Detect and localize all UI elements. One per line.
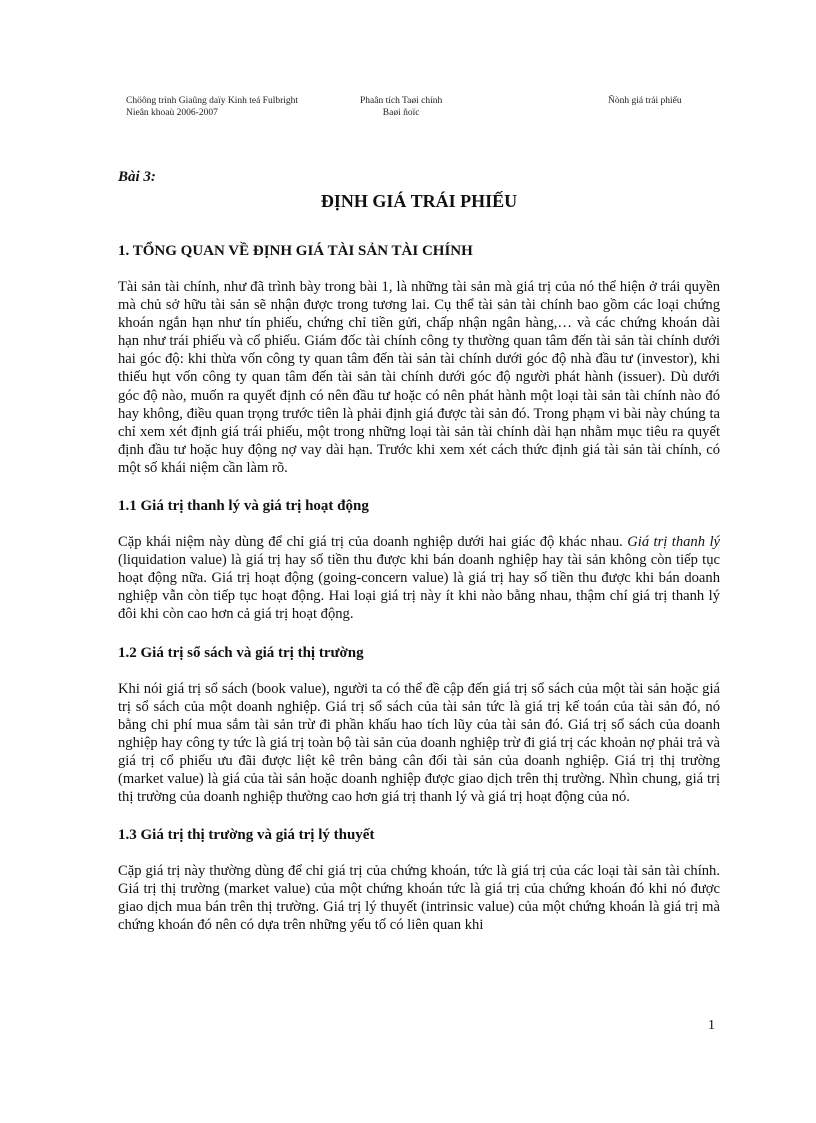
page-title: ĐỊNH GIÁ TRÁI PHIẾU: [320, 191, 518, 211]
section-1-2-heading: 1.2 Giá trị sổ sách và giá trị thị trường: [118, 644, 364, 661]
header-year: Nieân khoaù 2006-2007: [126, 108, 218, 118]
section-1-paragraph: Tài sản tài chính, như đã trình bày trong bài 1, là những tài sản mà giá trị của nó thể hiện ở trái quyền mà chủ sở hữu tài sản sẽ nhận được trong tương lai. Cụ thể tài sản tài chính bao gồm các loại chứng khoán ngắn hạn như tín phiếu, chứng chỉ tiền gửi, chấp nhận ngân hàng,… và các chứng khoán dài hạn như trái phiếu và cổ phiếu. Giám đốc tài chính công ty thường quan tâm đến tài sản tài chính dưới hai góc độ: khi thừa vốn công ty quan tâm đến tài sản tài chính dưới góc độ nhà đầu tư (investor), khi thiếu hụt vốn công ty quan tâm đến tài sản tài chính dưới góc độ người phát hành (issuer). Dù dưới góc độ nào, muốn ra quyết định có nên đầu tư hoặc có nên phát hành một loại tài sản tài chính nào đó hay không, điều quan trọng trước tiên là phải định giá được tài sản đó. Trong phạm vi bài này chúng ta chỉ xem xét định giá trái phiếu, một trong những loại tài sản tài chính dài hạn nhằm mục tiêu ra quyết định đầu tư hoặc huy động nợ vay dài hạn. Trước khi xem xét cách thức định giá tài sản tài chính, có một số khái niệm cần làm rõ.: [118, 279, 720, 476]
section-1-1-paragraph: [118, 533, 720, 623]
page-number: 1: [708, 1018, 715, 1033]
section-1-1-heading: 1.1 Giá trị thanh lý và giá trị hoạt động: [118, 498, 369, 515]
header-course-info: [126, 95, 298, 119]
document-body: [118, 168, 720, 935]
header-reading: Baøi ñoïc: [382, 108, 420, 118]
lesson-label: Bài 3:: [118, 169, 156, 185]
section-1-3-heading: 1.3 Giá trị thị trường và giá trị lý thuyết: [118, 827, 375, 844]
header-subject: Phaân tích Taøi chính: [360, 96, 443, 106]
header-subject-info: [360, 95, 442, 119]
header-program: Chöông trình Giaûng daïy Kinh teá Fulbright: [126, 96, 299, 106]
italic-term: Giá trị thanh lý: [627, 534, 720, 551]
section-1-3-paragraph: Cặp giá trị này thường dùng để chỉ giá trị của chứng khoán, tức là giá trị của các loại tài sản tài chính. Giá trị thị trường (market value) của một chứng khoán tức là giá trị của chứng khoán đó khi nó được giao dịch mua bán trên thị trường. Giá trị lý thuyết (intrinsic value) của một chứng khoán là giá trị mà chứng khoán đó nên có dựa trên những yếu tố có liên quan khi: [118, 863, 720, 934]
paragraph-text: Cặp khái niệm này dùng để chỉ giá trị của doanh nghiệp dưới hai giác độ khác nhau.: [118, 534, 628, 551]
section-1-heading: 1. TỔNG QUAN VỀ ĐỊNH GIÁ TÀI SẢN TÀI CHÍNH: [118, 243, 473, 259]
header-topic: Ñònh giá trái phiếu: [608, 96, 682, 106]
paragraph-text: (liquidation value) là giá trị hay số tiền thu được khi bán doanh nghiệp hay tài sản không còn tiếp tục hoạt động nữa. Giá trị hoạt động (going-concern value) là giá trị hay số tiền thu được khi bán doanh nghiệp vẫn còn tiếp tục hoạt động. Hai loại giá trị này ít khi nào bằng nhau, thậm chí giá trị thanh lý đôi khi còn cao hơn cả giá trị hoạt động.: [118, 552, 720, 623]
section-1-2-paragraph: Khi nói giá trị sổ sách (book value), người ta có thể đề cập đến giá trị sổ sách của một tài sản hoặc giá trị sổ sách của một doanh nghiệp. Giá trị sổ sách của tài sản tức là giá trị kế toán của tài sản đó, nó bằng chi phí mua sắm tài sản trừ đi phần khấu hao tích lũy của tài sản đó. Giá trị sổ sách của doanh nghiệp hay công ty tức là giá trị toàn bộ tài sản của doanh nghiệp trừ đi giá trị các khoản nợ phải trả và giá trị cổ phiếu ưu đãi được liệt kê trên bảng cân đối tài sản của doanh nghiệp. Giá trị thị trường (market value) là giá của tài sản hoặc doanh nghiệp được giao dịch trên thị trường. Nhìn chung, giá trị thị trường của doanh nghiệp thường cao hơn giá trị thanh lý và giá trị hoạt động của nó.: [118, 680, 720, 806]
